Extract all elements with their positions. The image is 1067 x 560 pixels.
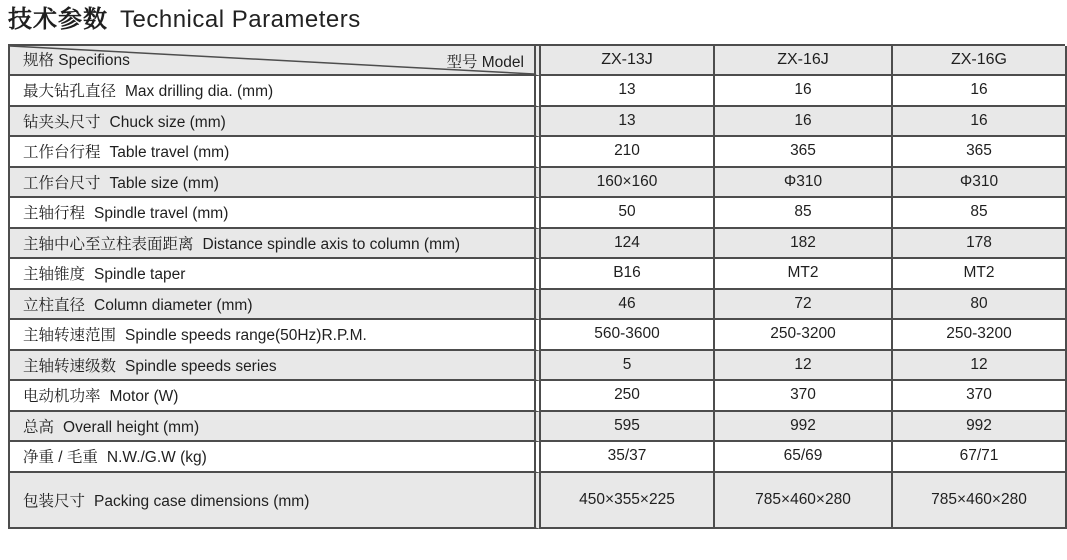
spec-label-cell — [10, 198, 541, 229]
spec-label-english: Motor (W) — [109, 388, 179, 406]
table-row — [10, 442, 1067, 473]
value-cell-zx16j: 785×460×280 — [715, 473, 893, 529]
spec-label-chinese: 工作台尺寸 — [23, 174, 101, 192]
value-cell-zx13j: 50 — [541, 198, 715, 229]
spec-label-cell — [10, 381, 541, 412]
table-row — [10, 137, 1067, 168]
spec-label-chinese: 净重 / 毛重 — [23, 449, 98, 467]
value-cell-zx16g: 12 — [893, 351, 1067, 382]
model-header-zx16g: ZX-16G — [893, 46, 1067, 76]
spec-label-english: Distance spindle axis to column (mm) — [202, 235, 461, 253]
specs-corner-label: 规格 Specifions — [23, 52, 130, 69]
table-row — [10, 290, 1067, 321]
value-cell-zx16g: 16 — [893, 107, 1067, 138]
value-cell-zx16j: MT2 — [715, 259, 893, 290]
spec-label-cell — [10, 412, 541, 443]
page-title-chinese: 技术参数 — [8, 6, 108, 33]
value-cell-zx13j: 560-3600 — [541, 320, 715, 351]
value-cell-zx16g: MT2 — [893, 259, 1067, 290]
spec-label-english: Spindle speeds series — [125, 357, 277, 375]
spec-label-english: Table travel (mm) — [109, 144, 230, 162]
value-cell-zx13j: 13 — [541, 76, 715, 107]
spec-label-cell — [10, 320, 541, 351]
spec-label-cell — [10, 442, 541, 473]
spec-label-english: Spindle speeds range(50Hz)R.P.M. — [125, 327, 367, 345]
spec-label-cell — [10, 290, 541, 321]
table-row — [10, 259, 1067, 290]
value-cell-zx16j: 72 — [715, 290, 893, 321]
table-row — [10, 381, 1067, 412]
corner-header-cell — [10, 46, 541, 76]
spec-label-english: Packing case dimensions (mm) — [94, 492, 310, 510]
table-row — [10, 473, 1067, 529]
table-row — [10, 76, 1067, 107]
spec-label-english: N.W./G.W (kg) — [106, 449, 207, 467]
spec-label-chinese: 主轴锥度 — [23, 266, 86, 284]
value-cell-zx13j: 595 — [541, 412, 715, 443]
value-cell-zx16g: 178 — [893, 229, 1067, 260]
spec-label-chinese: 主轴转速级数 — [23, 357, 117, 375]
value-cell-zx16j: 12 — [715, 351, 893, 382]
spec-label-chinese: 最大钻孔直径 — [23, 83, 117, 101]
table-row — [10, 229, 1067, 260]
value-cell-zx16j: 182 — [715, 229, 893, 260]
header-row — [10, 46, 1067, 76]
spec-label-english: Table size (mm) — [109, 174, 219, 192]
value-cell-zx13j: 160×160 — [541, 168, 715, 199]
table-row — [10, 198, 1067, 229]
value-cell-zx16g: 992 — [893, 412, 1067, 443]
value-cell-zx16j: 16 — [715, 107, 893, 138]
value-cell-zx16g: 250-3200 — [893, 320, 1067, 351]
value-cell-zx16j: 992 — [715, 412, 893, 443]
spec-label-english: Max drilling dia. (mm) — [125, 83, 274, 101]
value-cell-zx16g: 85 — [893, 198, 1067, 229]
spec-label-chinese: 包装尺寸 — [23, 492, 86, 510]
value-cell-zx13j: 124 — [541, 229, 715, 260]
page-title-english: Technical Parameters — [120, 6, 361, 33]
spec-label-cell — [10, 259, 541, 290]
spec-label-chinese: 主轴中心至立柱表面距离 — [23, 235, 194, 253]
value-cell-zx16j: 250-3200 — [715, 320, 893, 351]
value-cell-zx16j: 365 — [715, 137, 893, 168]
value-cell-zx16j: 16 — [715, 76, 893, 107]
spec-label-chinese: 立柱直径 — [23, 296, 86, 314]
model-header-zx16j: ZX-16J — [715, 46, 893, 76]
value-cell-zx16g: 80 — [893, 290, 1067, 321]
technical-parameters-table — [8, 44, 1065, 529]
value-cell-zx13j: B16 — [541, 259, 715, 290]
value-cell-zx13j: 46 — [541, 290, 715, 321]
spec-label-english: Spindle travel (mm) — [94, 205, 229, 223]
value-cell-zx13j: 250 — [541, 381, 715, 412]
spec-label-cell — [10, 76, 541, 107]
value-cell-zx16g: 785×460×280 — [893, 473, 1067, 529]
table-row — [10, 320, 1067, 351]
spec-label-english: Overall height (mm) — [63, 418, 200, 436]
spec-label-english: Spindle taper — [94, 266, 186, 284]
spec-label-chinese: 电动机功率 — [23, 388, 101, 406]
spec-label-chinese: 总高 — [23, 418, 55, 436]
table-row — [10, 412, 1067, 443]
value-cell-zx16j: 65/69 — [715, 442, 893, 473]
value-cell-zx16g: 67/71 — [893, 442, 1067, 473]
spec-label-cell — [10, 229, 541, 260]
value-cell-zx13j: 35/37 — [541, 442, 715, 473]
model-corner-label: 型号 Model — [446, 54, 524, 71]
spec-label-english: Chuck size (mm) — [109, 113, 226, 131]
value-cell-zx16g: 365 — [893, 137, 1067, 168]
value-cell-zx16g: Φ310 — [893, 168, 1067, 199]
value-cell-zx16j: 85 — [715, 198, 893, 229]
spec-label-cell — [10, 473, 541, 529]
value-cell-zx16j: 370 — [715, 381, 893, 412]
spec-label-chinese: 主轴转速范围 — [23, 327, 117, 345]
value-cell-zx16g: 16 — [893, 76, 1067, 107]
spec-label-chinese: 主轴行程 — [23, 205, 86, 223]
value-cell-zx13j: 210 — [541, 137, 715, 168]
table-row — [10, 168, 1067, 199]
table-row — [10, 351, 1067, 382]
value-cell-zx13j: 450×355×225 — [541, 473, 715, 529]
spec-table — [10, 46, 1067, 529]
value-cell-zx13j: 5 — [541, 351, 715, 382]
model-header-zx13j: ZX-13J — [541, 46, 715, 76]
spec-label-cell — [10, 351, 541, 382]
spec-label-english: Column diameter (mm) — [94, 296, 253, 314]
spec-label-cell — [10, 137, 541, 168]
page-title — [8, 3, 361, 37]
spec-label-cell — [10, 168, 541, 199]
value-cell-zx16j: Φ310 — [715, 168, 893, 199]
table-row — [10, 107, 1067, 138]
spec-label-chinese: 工作台行程 — [23, 144, 101, 162]
value-cell-zx16g: 370 — [893, 381, 1067, 412]
value-cell-zx13j: 13 — [541, 107, 715, 138]
spec-label-chinese: 钻夹头尺寸 — [23, 113, 101, 131]
spec-label-cell — [10, 107, 541, 138]
